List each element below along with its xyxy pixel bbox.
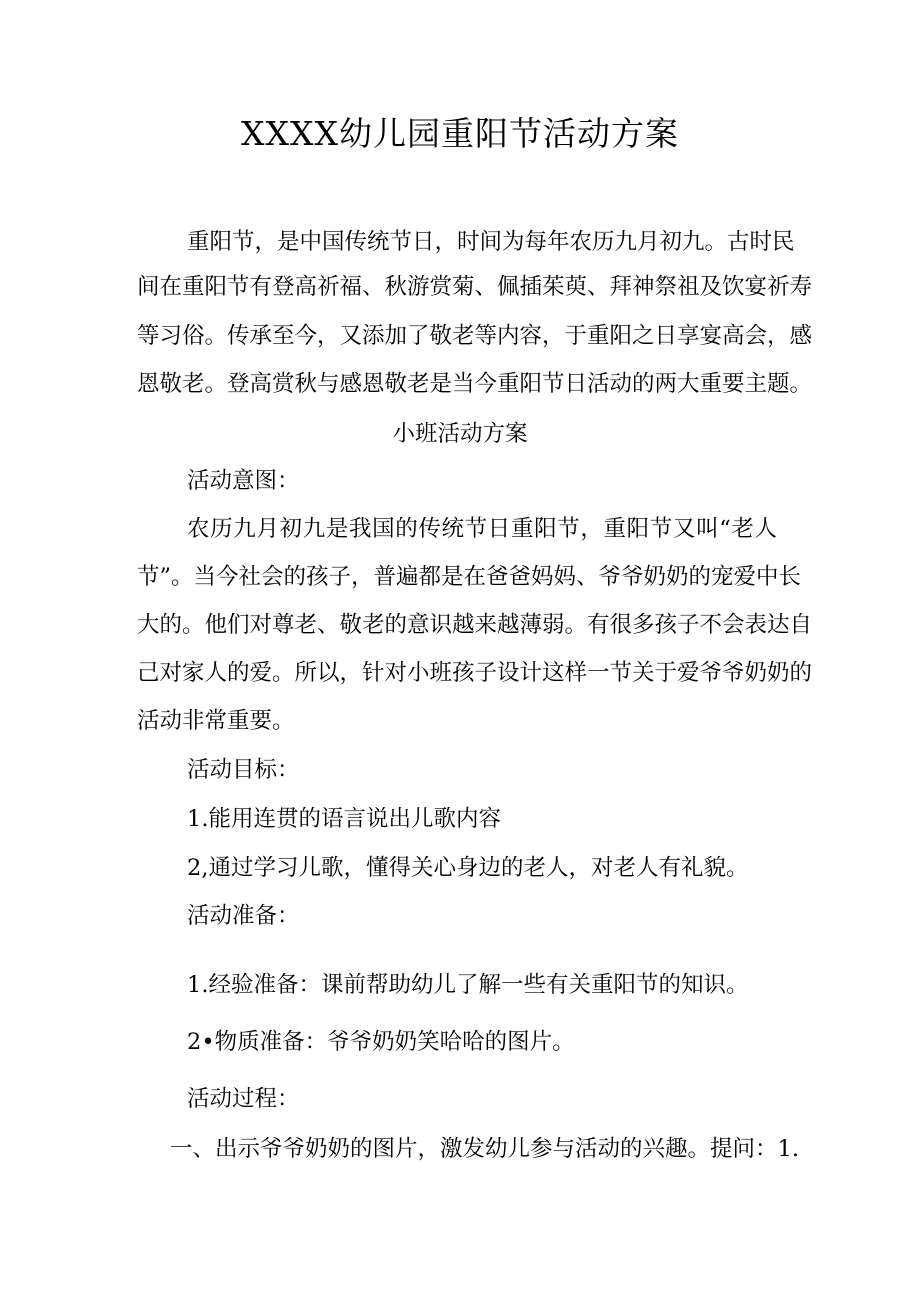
process-item-1: 一、出示爷爷奶奶的图片，激发幼儿参与活动的兴趣。提问：1. bbox=[170, 1136, 799, 1162]
document-title: XXXX幼儿园重阳节活动方案 bbox=[241, 114, 679, 153]
intro-line-4: 恩敬老。登高赏秋与感恩敬老是当今重阳节日活动的两大重要主题。 bbox=[137, 371, 813, 397]
intent-line-2: 节”。当今社会的孩子，普遍都是在爸爸妈妈、爷爷奶奶的宠爱中长 bbox=[137, 564, 802, 590]
preparation-item-2: 2•物质准备：爷爷奶奶笑哈哈的图片。 bbox=[187, 1029, 575, 1055]
preparation-item-1: 1.经验准备：课前帮助幼儿了解一些有关重阳节的知识。 bbox=[187, 972, 749, 998]
preparation-heading: 活动准备： bbox=[187, 903, 300, 929]
goal-item-2: 2,通过学习儿歌，懂得关心身边的老人，对老人有礼貌。 bbox=[187, 855, 749, 881]
intent-line-4: 己对家人的爱。所以，针对小班孩子设计这样一节关于爱爷爷奶奶的 bbox=[137, 660, 813, 686]
goal-item-1: 1.能用连贯的语言说出儿歌内容 bbox=[187, 806, 501, 832]
goals-heading: 活动目标： bbox=[187, 757, 300, 783]
section-title: 小班活动方案 bbox=[392, 421, 528, 447]
intro-line-2: 间在重阳节有登高祈福、秋游赏菊、佩插茱萸、拜神祭祖及饮宴祈寿 bbox=[137, 274, 813, 300]
intro-line-1: 重阳节，是中国传统节日，时间为每年农历九月初九。古时民 bbox=[187, 229, 795, 255]
intent-line-5: 活动非常重要。 bbox=[137, 708, 295, 734]
intent-heading: 活动意图： bbox=[187, 468, 300, 494]
intro-line-3: 等习俗。传承至今，又添加了敬老等内容，于重阳之日享宴高会，感 bbox=[137, 323, 813, 349]
intent-line-1: 农历九月初九是我国的传统节日重阳节，重阳节又叫“老人 bbox=[187, 516, 777, 542]
process-heading: 活动过程： bbox=[187, 1086, 300, 1112]
intent-line-3: 大的。他们对尊老、敬老的意识越来越薄弱。有很多孩子不会表达自 bbox=[137, 612, 813, 638]
